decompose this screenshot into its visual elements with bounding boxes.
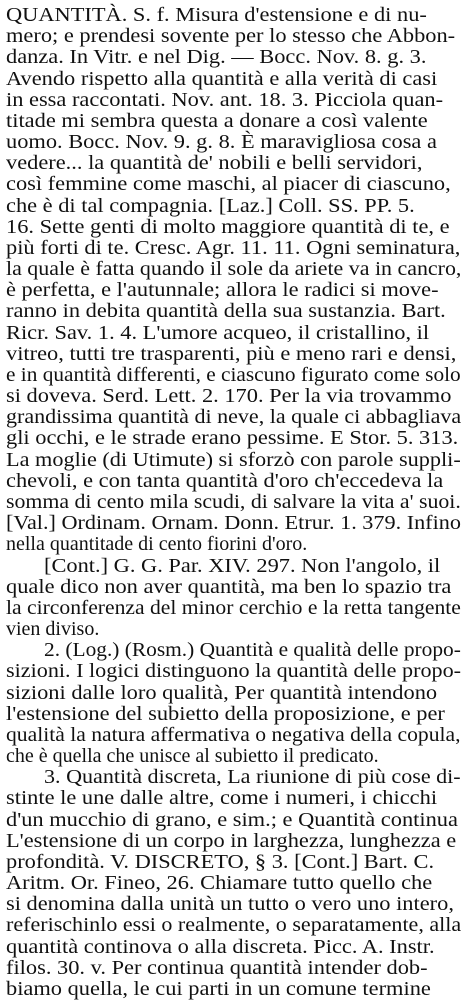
entry-line: che è di tal compagnia. [Laz.] Coll. SS. PP. 5. <box>6 195 415 217</box>
entry-line: somma di cento mila scudi, di salvare la vita a' suoi. <box>6 491 461 513</box>
entry-line: [Cont.] G. G. Par. XIV. 297. Non l'angolo, il <box>44 555 441 577</box>
entry-line: stinte le une dalle altre, come i numeri, i chicchi <box>6 787 438 809</box>
entry-line: sizioni dalle loro qualità, Per quantità intendono <box>6 682 438 704</box>
entry-line: e in quantità differenti, e ciascuno figurato come solo <box>6 364 461 386</box>
entry-line: quantità continova o alla discreta. Picc. A. Instr. <box>6 936 435 958</box>
entry-line: sizioni. I logici distinguono la quantità delle propo- <box>6 660 462 682</box>
entry-line: quale dico non aver quantità, ma ben lo spazio tra <box>6 576 452 598</box>
entry-line: chevoli, e con tanta quantità d'oro ch'eccedeva la <box>6 470 444 492</box>
entry-line: mero; e prendesi sovente per lo stesso che Abbon- <box>6 25 456 47</box>
entry-line: 2. (Log.) (Rosm.) Quantità e qualità delle propo- <box>44 639 461 661</box>
entry-line: vitreo, tutti tre trasparenti, più e meno rari e densi, <box>6 343 457 365</box>
entry-line: l'estensione del subietto della proposizione, e per <box>6 703 445 725</box>
entry-line: che è quella che unisce al subietto il predicato. <box>6 745 379 767</box>
entry-line: [Val.] Ordinam. Ornam. Donn. Etrur. 1. 379. Infino <box>6 512 461 534</box>
entry-line: Avendo rispetto alla quantità e alla verità di casi <box>6 68 438 90</box>
entry-line: si doveva. Serd. Lett. 2. 170. Per la via trovammo <box>6 385 452 407</box>
entry-line: gli occhi, e le strade erano pessime. E Stor. 5. 313. <box>6 427 459 449</box>
entry-line: è perfetta, e l'autunnale; allora le radici si move- <box>6 279 439 301</box>
entry-line: Aritm. Or. Fineo, 26. Chiamare tutto quello che <box>6 872 433 894</box>
entry-line: ranno in debita quantità della sua sustanzia. Bart. <box>6 300 446 322</box>
entry-line: filos. 30. v. Per continua quantità intender dob- <box>6 957 428 979</box>
entry-line: d'un mucchio di grano, e sim.; e Quantità continua <box>6 809 458 831</box>
entry-line: grandissima quantità di neve, la quale ci abbagliava <box>6 406 462 428</box>
entry-line: 3. Quantità discreta, La riunione di più cose di- <box>44 766 461 788</box>
entry-line: più forti di te. Cresc. Agr. 11. 11. Ogni seminatura, <box>6 237 461 259</box>
entry-line: vedere... la quantità de' nobili e belli servidori, <box>6 152 423 174</box>
entry-line: nella quantitade di cento fiorini d'oro. <box>6 533 308 555</box>
entry-line: si denomina dalla unità un tutto o vero uno intero, <box>6 893 454 915</box>
entry-line: qualità la natura affermativa o negativa della copula, <box>6 724 461 746</box>
entry-line: 16. Sette genti di molto maggiore quantità di te, e <box>6 216 450 238</box>
entry-line: danza. In Vitr. e nel Dig. — Bocc. Nov. 8. g. 3. <box>6 46 427 68</box>
entry-line: L'estensione di un corpo in larghezza, lunghezza e <box>6 830 457 852</box>
entry-line: La moglie (di Utimute) si sforzò con parole suppli- <box>6 449 461 471</box>
entry-line: così femmine come maschi, al piacer di ciascuno, <box>6 173 451 195</box>
entry-line: biamo quella, le cui parti in un comune termine <box>6 978 431 1000</box>
entry-line: QUANTITÀ. S. f. Misura d'estensione e di nu- <box>6 4 427 26</box>
entry-line: uomo. Bocc. Nov. 9. g. 8. È maravigliosa cosa a <box>6 131 437 153</box>
entry-line: Ricr. Sav. 1. 4. L'umore acqueo, il cristallino, il <box>6 322 430 344</box>
entry-line: la quale è fatta quando il sole da ariete va in cancro, <box>6 258 462 280</box>
entry-line: titade mi sembra questa a donare a così valente <box>6 110 428 132</box>
entry-line: in essa raccontati. Nov. ant. 18. 3. Picciola quan- <box>6 89 444 111</box>
entry-line: profondità. V. DISCRETO, § 3. [Cont.] Bart. C. <box>6 851 435 873</box>
entry-line: vien diviso. <box>6 618 100 640</box>
entry-line: referischinlo essi o realmente, o separatamente, alla <box>6 914 462 936</box>
entry-line: la circonferenza del minor cerchio e la retta tangente <box>6 597 461 619</box>
